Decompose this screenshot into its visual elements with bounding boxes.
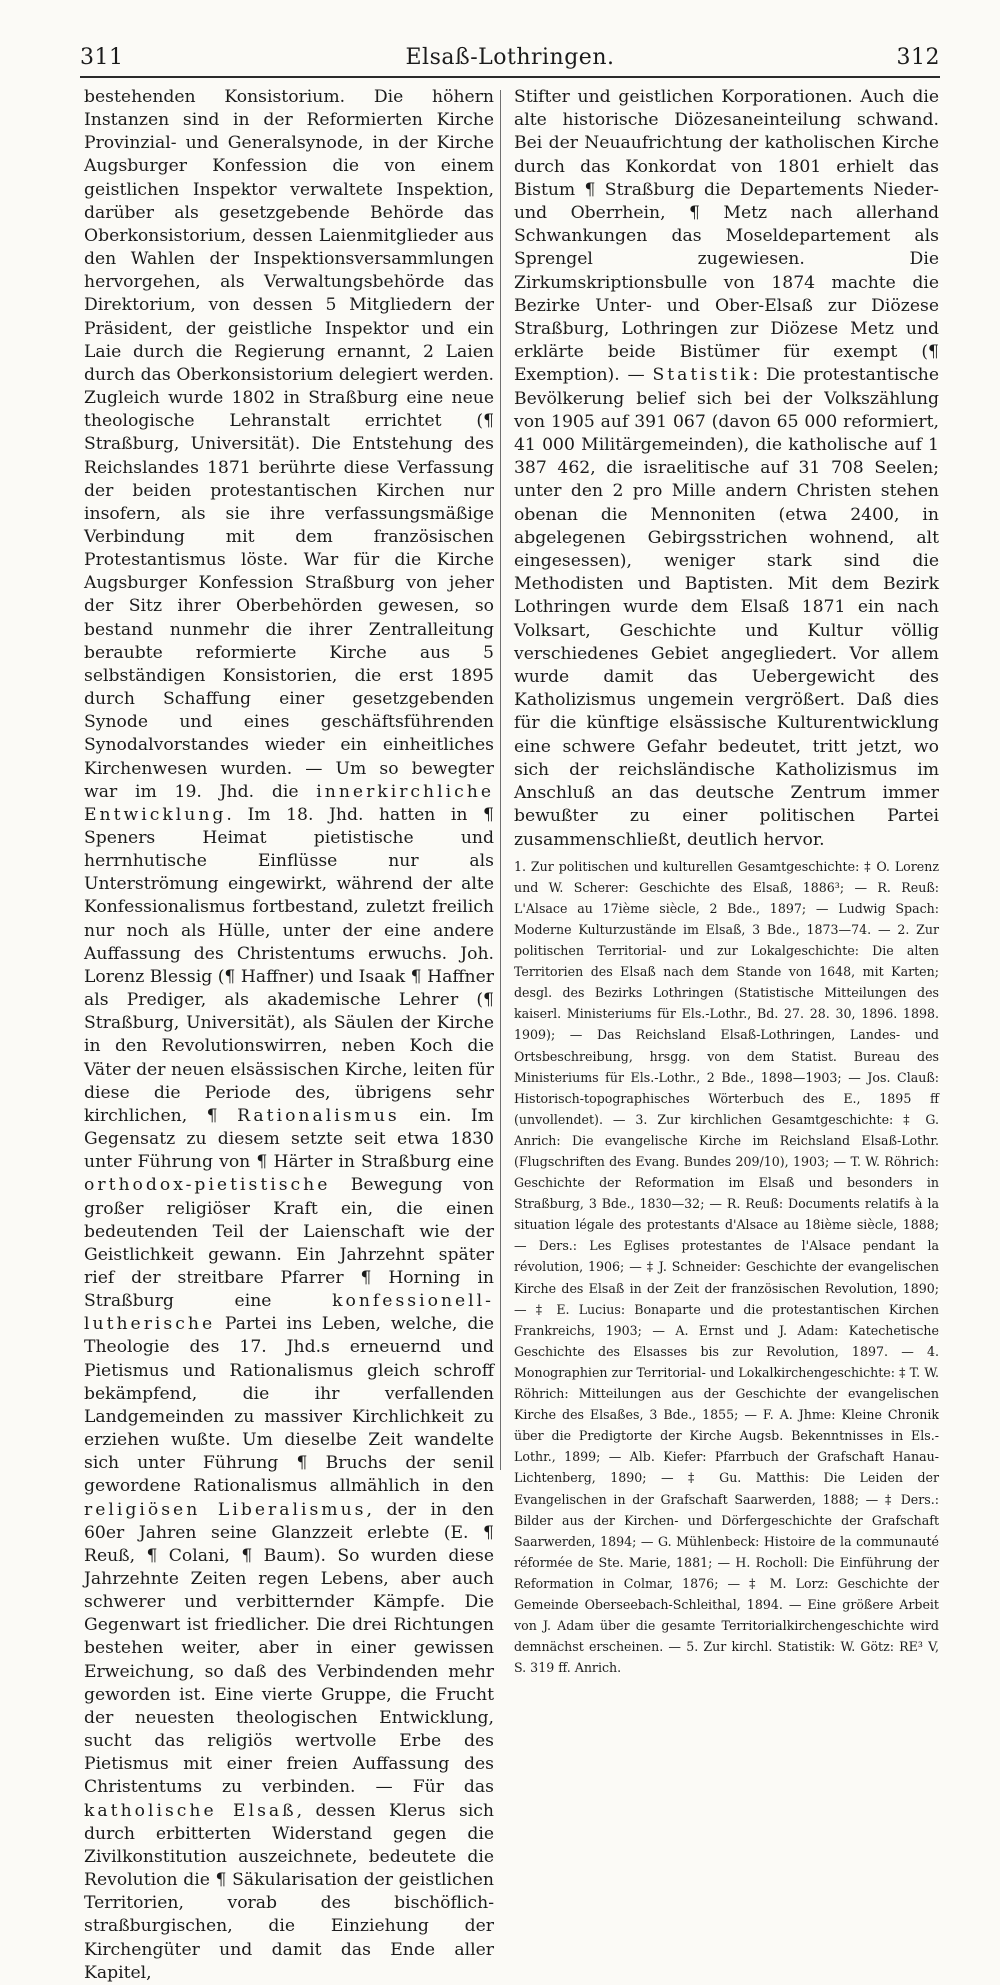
spaced-term: orthodox-pietistische xyxy=(84,1175,331,1196)
text-run: Stifter und geistlichen Korporationen. Auch die alte historische Diözesaneinteilung schwand. Bei der Neuaufrichtung der katholischen Kirche durch das Konkordat von 1801 erhielt das Bistum ¶ Straßburg die Departements Nieder- und Oberrhein, ¶ Metz nach allerhand Schwankungen das Moseldepartement als Sprengel zugewiesen. Die Zirkumskriptionsbulle von 1874 machte die Bezirke Unter- und Ober-Elsaß zur Diözese Straßburg, Lothringen zur Diözese Metz und erklärte beide Bistümer für exempt (¶ Exemption). — xyxy=(514,87,939,386)
spaced-term: konfessionell-lutherische xyxy=(84,1291,494,1335)
text-run: Bewegung von großer religiöser Kraft ein, die einen bedeutenden Teil der Laienschaft wie der Geistlichkeit gewann. Ein Jahrzehnt später rief der streitbare Pfarrer ¶ Horning in Straßburg eine xyxy=(84,1175,495,1312)
spaced-term: Rationalismus xyxy=(237,1105,400,1126)
text-run: . Im 18. Jhd. hatten in ¶ Speners Heimat pietistische und herrnhutische Einflüsse nur als Unterströmung eingewirkt, während der alte Konfessionalismus fortbestand, zuletzt freilich nur noch als Hülle, unter der eine andere Auffassung des Christentums erwuchs. Joh. Lorenz Blessig (¶ Haffner) und Isaak ¶ Haffner als Prediger, als akademische Lehrer (¶ Straßburg, Universität), als Säulen der Kirche in den Revolutionswirren, neben Koch die Väter der neuen elsässischen Kirche, leiten für diese die Periode des, übrigens sehr kirchlichen, ¶ xyxy=(84,804,494,1126)
text-run: : Die protestantische Bevölkerung belief sich bei der Volkszählung von 1905 auf 391 067 (davon 65 000 reformiert, 41 000 Militärgemeinden), die katholische auf 1 387 462, die israelitische auf 31 708 Seelen; unter den 2 pro Mille andern Christen stehen obenan die Mennoniten (etwa 2400, in abgelegenen Gebirgsstrichen wohnend, alt eingesessen), weniger stark sind die Methodisten und Baptisten. Mit dem Bezirk Lothringen wurde dem Elsaß 1871 ein nach Volksart, Geschichte und Kultur völlig verschiedenes Gebiet angegliedert. Vor allem wurde damit das Uebergewicht des Katholizismus ungemein vergrößert. Daß dies für die künftige elsässische Kulturentwicklung eine schwere Gefahr bedeutet, tritt jetzt, wo sich der reichsländische Katholizismus im Anschluß an das deutsche Zentrum immer bewußter zu einer politischen Partei zusammenschließt, deutlich hervor. xyxy=(514,365,940,850)
right-paragraph xyxy=(514,86,939,852)
page-number-left: 311 xyxy=(80,45,124,70)
left-paragraph xyxy=(84,86,494,1985)
spaced-term: katholische Elsaß xyxy=(84,1800,297,1821)
text-run: , der in den 60er Jahren seine Glanzzeit erlebte (E. ¶ Reuß, ¶ Colani, ¶ Baum). So wurden diese Jahrzehnte Zeiten regen Lebens, aber auch schwerer und verbitternder Kämpfe. Die Gegenwart ist friedlicher. Die drei Richtungen bestehen weiter, aber in einer gewissen Erweichung, so daß des Verbindenden mehr geworden ist. Eine vierte Gruppe, die Frucht der neuesten theologischen Entwicklung, sucht das religiös wertvolle Erbe des Pietismus mit einer freien Auffassung des Christentums zu verbinden. — Für das xyxy=(84,1499,494,1798)
column-divider xyxy=(500,90,501,1470)
bibliography-footnote: 1. Zur politischen und kulturellen Gesamtgeschichte: ‡ O. Lorenz und W. Scherer: Geschichte des Elsaß, 1886³; — R. Reuß: L'Alsace au 17ième siècle, 2 Bde., 1897; — Ludwig Spach: Moderne Kulturzustände im Elsaß, 3 Bde., 1873—74. — 2. Zur politischen Territorial- und zur Lokalgeschichte: Die alten Territorien des Elsaß nach dem Stande von 1648, mit Karten; desgl. des Bezirks Lothringen (Statistische Mitteilungen des kaiserl. Ministeriums für Els.-Lothr., Bd. 27. 28. 30, 1896. 1898. 1909); — Das Reichsland Elsaß-Lothringen, Landes- und Ortsbeschreibung, hrsgg. von dem Statist. Bureau des Ministeriums für Els.-Lothr., 2 Bde., 1898—1903; — Jos. Clauß: Historisch-topographisches Wörterbuch des E., 1895 ff (unvollendet). — 3. Zur kirchlichen Gesamtgeschichte: ‡ G. Anrich: Die evangelische Kirche im Reichsland Elsaß-Lothr. (Flugschriften des Evang. Bundes 209/10), 1903; — T. W. Röhrich: Geschichte der Reformation im Elsaß und besonders in Straßburg, 3 Bde., 1830—32; — R. Reuß: Documents relatifs à la situation légale des protestants d'Alsace au 18ième siècle, 1888; — Ders.: Les Eglises protestantes de l'Alsace pendant la révolution, 1906; — ‡ J. Schneider: Geschichte der evangelischen Kirche des Elsaß in der Zeit der französischen Revolution, 1890; — ‡ E. Lucius: Bonaparte und die protestantischen Kirchen Frankreichs, 1903; — A. Ernst und J. Adam: Katechetische Geschichte des Elsasses bis zur Revolution, 1897. — 4. Monographien zur Territorial- und Lokalkirchengeschichte: ‡ T. W. Röhrich: Mitteilungen aus der Geschichte der evangelischen Kirche des Elsaßes, 3 Bde., 1855; — F. A. Jhme: Kleine Chronik über die Predigtorte der Kirche Augsb. Bekenntnisses in Els.-Lothr., 1899; — Alb. Kiefer: Pfarrbuch der Grafschaft Hanau-Lichtenberg, 1890; — ‡ Gu. Matthis: Die Leiden der Evangelischen in der Grafschaft Saarwerden, 1888; — ‡ Ders.: Bilder aus der Kirchen- und Dörfergeschichte der Grafschaft Saarwerden, 1894; — G. Mühlenbeck: Histoire de la communauté réformée de Ste. Marie, 1881; — H. Rocholl: Die Einführung der Reformation in Colmar, 1876; — ‡ M. Lorz: Geschichte der Gemeinde Oberseebach-Schleithal, 1894. — Eine größere Arbeit von J. Adam über die gesamte Territorialkirchengeschichte wird demnächst erscheinen. — 5. Zur kirchl. Statistik: W. Götz: RE³ V, S. 319 ff. Anrich. xyxy=(514,858,939,1676)
left-column xyxy=(84,86,495,1983)
header-rule xyxy=(80,76,940,78)
text-run: ein. Im Gegensatz zu diesem setzte seit etwa 1830 unter Führung von ¶ Härter in Straßburg eine xyxy=(84,1105,494,1173)
text-run: , dessen Klerus sich durch erbitterten Widerstand gegen die Zivilkonstitution auszeichnete, bedeutete die Revolution die ¶ Säkularisation der geistlichen Territorien, vorab des bischöflich-straßburgischen, die Einziehung der Kirchengüter und damit das Ende aller Kapitel, xyxy=(84,1800,494,1983)
spaced-term: Statistik xyxy=(652,365,753,386)
right-column xyxy=(514,86,940,1676)
running-title: Elsaß-Lothringen. xyxy=(405,45,615,70)
spaced-term: innerkirchliche Entwicklung xyxy=(84,781,494,825)
spaced-term: religiösen Liberalismus xyxy=(84,1499,367,1520)
page-header xyxy=(80,36,940,70)
page-number-right: 312 xyxy=(896,45,940,70)
text-run: Partei ins Leben, welche, die Theologie des 17. Jhd.s erneuernd und Pietismus und Rationalismus gleich schroff bekämpfend, die ihr verfallenden Landgemeinden zu massiver Kirchlichkeit zu erziehen wußte. Um dieselbe Zeit wandelte sich unter Führung ¶ Bruchs der senil gewordene Rationalismus allmählich in den xyxy=(84,1314,494,1497)
text-run: bestehenden Konsistorium. Die höhern Instanzen sind in der Reformierten Kirche Provinzial- und Generalsynode, in der Kirche Augsburger Konfession die von einem geistlichen Inspektor verwaltete Inspektion, darüber als gesetzgebende Behörde das Oberkonsistorium, dessen Laienmitglieder aus den Wahlen der Inspektionsversammlungen hervorgehen, als Verwaltungsbehörde das Direktorium, von dessen 5 Mitgliedern der Präsident, der geistliche Inspektor und ein Laie durch die Regierung ernannt, 2 Laien durch das Oberkonsistorium delegiert werden. Zugleich wurde 1802 in Straßburg eine neue theologische Lehranstalt errichtet (¶ Straßburg, Universität). Die Entstehung des Reichslandes 1871 berührte diese Verfassung der beiden protestantischen Kirchen nur insofern, als sie ihre verfassungsmäßige Verbindung mit dem französischen Protestantismus löste. War für die Kirche Augsburger Konfession Straßburg von jeher der Sitz ihrer Oberbehörden gewesen, so bestand nunmehr die ihrer Zentralleitung beraubte reformierte Kirche aus 5 selbständigen Konsistorien, die erst 1895 durch Schaffung einer gesetzgebenden Synode und eines geschäftsführenden Synodalvorstandes wieder ein einheitliches Kirchenwesen wurden. — Um so bewegter war im 19. Jhd. die xyxy=(84,87,494,802)
